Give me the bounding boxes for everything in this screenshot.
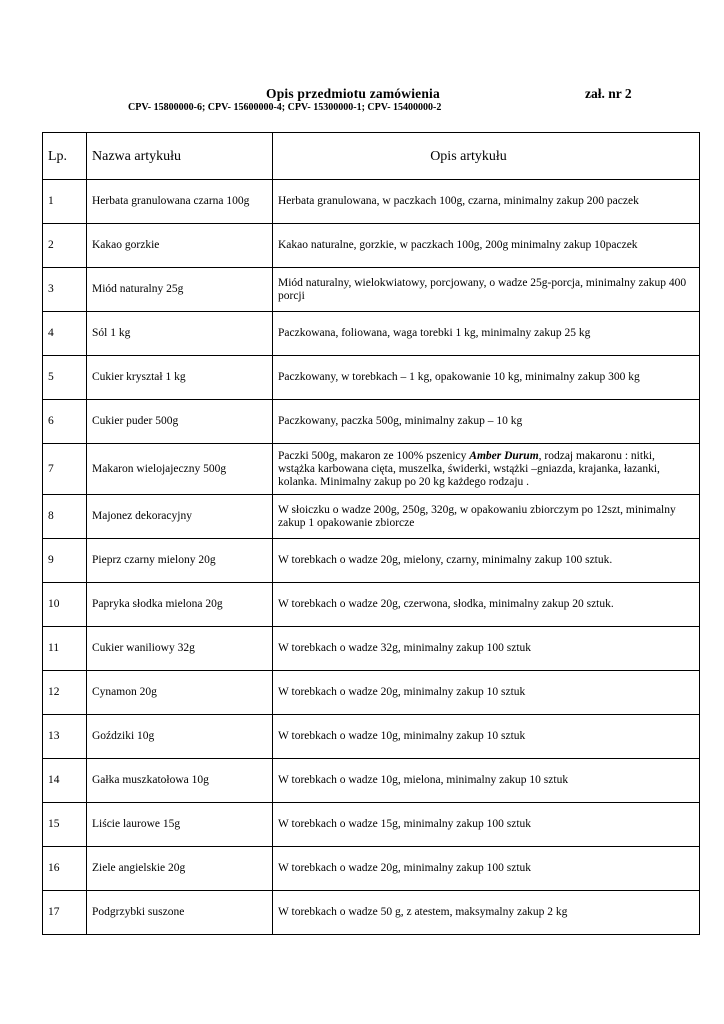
row-number: 17 (43, 891, 87, 935)
item-description: W torebkach o wadze 20g, minimalny zakup 100 sztuk (273, 847, 700, 891)
item-description: W słoiczku o wadze 200g, 250g, 320g, w opakowaniu zbiorczym po 12szt, minimalny zakup 1 opakowanie zbiorcze (273, 495, 700, 539)
row-number: 2 (43, 224, 87, 268)
item-name: Pieprz czarny mielony 20g (87, 539, 273, 583)
document-title: Opis przedmiotu zamówienia (266, 86, 440, 101)
description-text: , rodzaj makaronu : nitki, wstążka karbowana cięta, muszelka, świderki, wstążki –gniazda, krajanka, łazanki, kolanka. Minimalny zakup po 20 kg każdego rodzaju . (278, 449, 660, 488)
table-row (43, 495, 700, 539)
item-description: W torebkach o wadze 15g, minimalny zakup 100 sztuk (273, 803, 700, 847)
item-name: Liście laurowe 15g (87, 803, 273, 847)
item-name: Sól 1 kg (87, 312, 273, 356)
item-description: W torebkach o wadze 20g, czerwona, słodka, minimalny zakup 20 sztuk. (273, 583, 700, 627)
item-description: Paczkowany, w torebkach – 1 kg, opakowanie 10 kg, minimalny zakup 300 kg (273, 356, 700, 400)
table-row (43, 847, 700, 891)
row-number: 1 (43, 180, 87, 224)
item-name: Cukier kryształ 1 kg (87, 356, 273, 400)
table-header-row (43, 133, 700, 180)
table-row (43, 180, 700, 224)
item-name: Podgrzybki suszone (87, 891, 273, 935)
table-row (43, 539, 700, 583)
item-description: W torebkach o wadze 10g, minimalny zakup 10 sztuk (273, 715, 700, 759)
table-row (43, 583, 700, 627)
item-description: Herbata granulowana, w paczkach 100g, czarna, minimalny zakup 200 paczek (273, 180, 700, 224)
item-name: Cukier puder 500g (87, 400, 273, 444)
row-number: 15 (43, 803, 87, 847)
item-name: Miód naturalny 25g (87, 268, 273, 312)
item-description: W torebkach o wadze 32g, minimalny zakup 100 sztuk (273, 627, 700, 671)
cpv-codes: CPV- 15800000-6; CPV- 15600000-4; CPV- 15300000-1; CPV- 15400000-2 (128, 102, 442, 113)
row-number: 11 (43, 627, 87, 671)
row-number: 10 (43, 583, 87, 627)
row-number: 3 (43, 268, 87, 312)
table-row (43, 224, 700, 268)
item-description: W torebkach o wadze 20g, minimalny zakup 10 sztuk (273, 671, 700, 715)
table-row (43, 759, 700, 803)
table-row (43, 671, 700, 715)
item-description (273, 444, 700, 495)
row-number: 4 (43, 312, 87, 356)
item-name: Gałka muszkatołowa 10g (87, 759, 273, 803)
table-row (43, 400, 700, 444)
row-number: 7 (43, 444, 87, 495)
item-description: Paczkowany, paczka 500g, minimalny zakup – 10 kg (273, 400, 700, 444)
items-table (42, 132, 700, 935)
item-name: Kakao gorzkie (87, 224, 273, 268)
item-description: Paczkowana, foliowana, waga torebki 1 kg, minimalny zakup 25 kg (273, 312, 700, 356)
row-number: 13 (43, 715, 87, 759)
table-row (43, 312, 700, 356)
table-row (43, 268, 700, 312)
item-description: W torebkach o wadze 10g, mielona, minimalny zakup 10 sztuk (273, 759, 700, 803)
item-name: Makaron wielojajeczny 500g (87, 444, 273, 495)
column-header-description: Opis artykułu (273, 133, 700, 180)
table-row (43, 627, 700, 671)
item-description: W torebkach o wadze 20g, mielony, czarny, minimalny zakup 100 sztuk. (273, 539, 700, 583)
item-name: Majonez dekoracyjny (87, 495, 273, 539)
item-description: Kakao naturalne, gorzkie, w paczkach 100g, 200g minimalny zakup 10paczek (273, 224, 700, 268)
row-number: 8 (43, 495, 87, 539)
table-row (43, 891, 700, 935)
item-name: Herbata granulowana czarna 100g (87, 180, 273, 224)
column-header-name: Nazwa artykułu (87, 133, 273, 180)
row-number: 6 (43, 400, 87, 444)
item-description: W torebkach o wadze 50 g, z atestem, maksymalny zakup 2 kg (273, 891, 700, 935)
column-header-lp: Lp. (43, 133, 87, 180)
item-description: Miód naturalny, wielokwiatowy, porcjowany, o wadze 25g-porcja, minimalny zakup 400 porcji (273, 268, 700, 312)
table-row (43, 803, 700, 847)
table-row (43, 715, 700, 759)
row-number: 14 (43, 759, 87, 803)
table-row (43, 444, 700, 495)
item-name: Cukier waniliowy 32g (87, 627, 273, 671)
row-number: 16 (43, 847, 87, 891)
row-number: 9 (43, 539, 87, 583)
table-row (43, 356, 700, 400)
item-name: Papryka słodka mielona 20g (87, 583, 273, 627)
attachment-number: zał. nr 2 (585, 86, 632, 101)
row-number: 5 (43, 356, 87, 400)
item-name: Goździki 10g (87, 715, 273, 759)
description-text: Paczki 500g, makaron ze 100% pszenicy (278, 449, 470, 462)
item-name: Ziele angielskie 20g (87, 847, 273, 891)
item-name: Cynamon 20g (87, 671, 273, 715)
row-number: 12 (43, 671, 87, 715)
pasta-brand: Amber Durum (469, 449, 539, 462)
